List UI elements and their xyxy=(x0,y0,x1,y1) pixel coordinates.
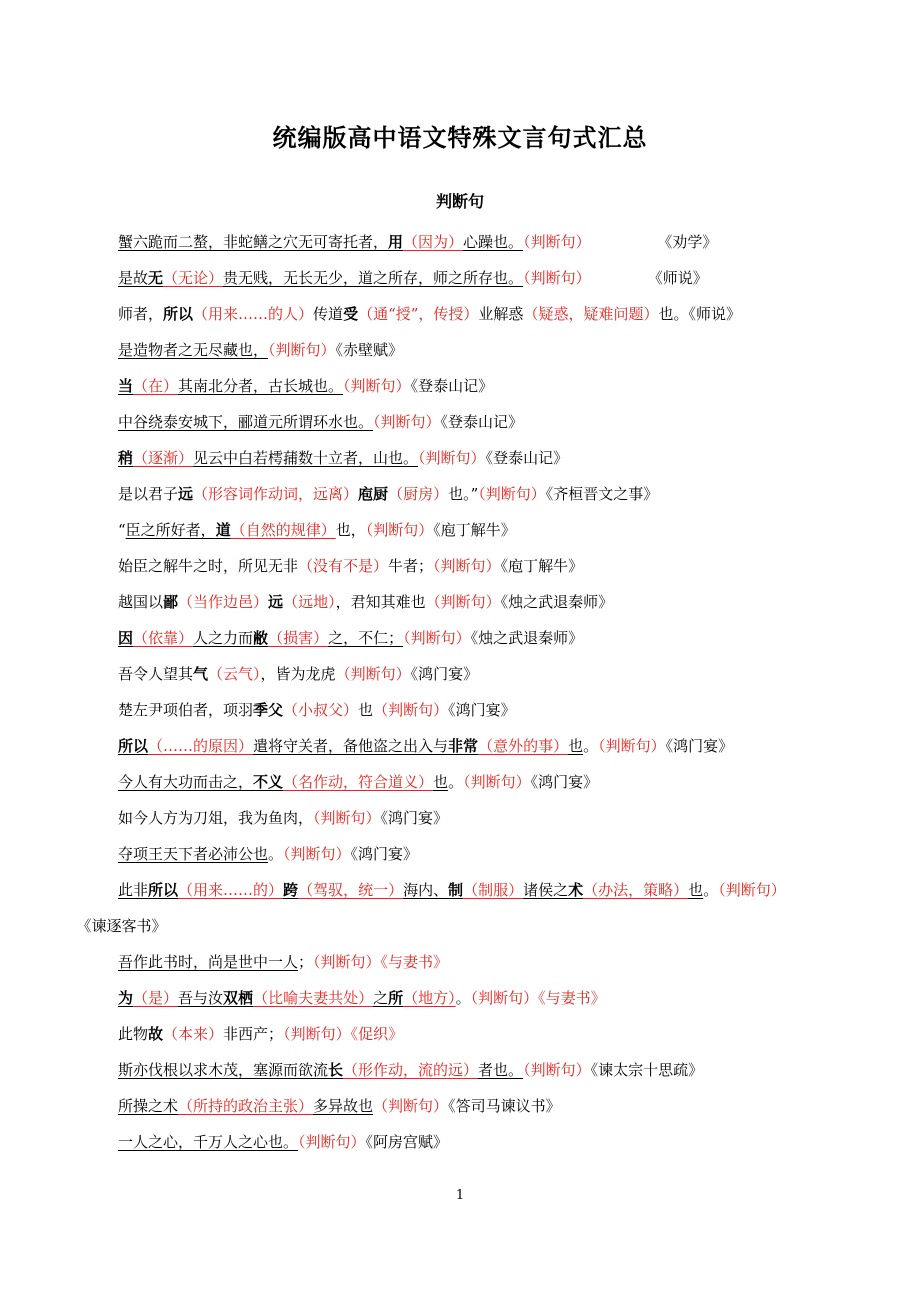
annotation: （逐渐） xyxy=(133,449,194,467)
page-number: 1 xyxy=(455,1188,465,1203)
sentence-text: 。 xyxy=(583,737,599,755)
sentence-line xyxy=(84,1052,840,1088)
sentence-text: 其南北分者，古长城也。 xyxy=(178,377,344,395)
sentence-text: 敝 xyxy=(253,629,269,647)
sentence-text: 气 xyxy=(193,665,209,683)
annotation: （判断句） xyxy=(313,809,381,827)
annotation: （判断句）《促织》 xyxy=(283,1025,404,1043)
sentence-text: 《鸿门宴》 xyxy=(530,773,599,791)
sentence-text: 见云中白若樗蒱数十立者，山也。 xyxy=(193,449,419,467)
sentence-line xyxy=(84,332,840,368)
sentence-text: 《阿房宫赋》 xyxy=(365,1133,449,1151)
annotation: （依靠） xyxy=(133,629,194,647)
sentence-text: 《登泰山记》 xyxy=(410,377,494,395)
sentence-text: 《齐桓晋文之事》 xyxy=(545,485,659,503)
annotation: （厨房） xyxy=(388,485,449,503)
sentence-text: 《烛之武退秦师》 xyxy=(470,629,584,647)
sentence-text: 之，不仁； xyxy=(328,629,404,647)
annotation: （因为） xyxy=(403,233,464,251)
annotation: （比喻夫妻共处） xyxy=(253,989,374,1007)
sentence-text: 也 xyxy=(433,773,449,791)
sentence-text: 夺项王天下者必沛公也 xyxy=(118,845,269,863)
sentence-line xyxy=(84,404,840,440)
sentence-text: 楚左尹项伯者，项羽 xyxy=(118,701,254,719)
annotation: （用来……的人） xyxy=(193,305,314,323)
sentence-text: 贵无贱，无长无少，道之所存，师之所存也。 xyxy=(223,269,524,287)
sentence-line xyxy=(84,944,840,980)
sentence-text: 。 xyxy=(448,773,464,791)
sentence-text: 也 xyxy=(358,701,374,719)
sentence-text: 所以 xyxy=(118,737,149,755)
sentence-line xyxy=(84,548,840,584)
sentence-text: 。 xyxy=(268,845,284,863)
annotation: （是） xyxy=(133,989,179,1007)
annotation: （判断句） xyxy=(523,1061,591,1079)
sentence-text: 诸侯之 xyxy=(523,881,569,899)
annotation: （判断句） xyxy=(478,485,546,503)
sentence-line xyxy=(84,296,840,332)
annotation: （判断句） xyxy=(598,737,666,755)
sentence-text: ； xyxy=(298,953,314,971)
sentence-text: 如今人方为刀俎，我为鱼肉， xyxy=(118,809,314,827)
annotation: （判断句） xyxy=(523,233,591,251)
sentence-text: 《鸿门宴》 xyxy=(350,845,419,863)
sentence-text: 《庖丁解牛》 xyxy=(500,557,584,575)
annotation: （损害） xyxy=(268,629,329,647)
sentence-line xyxy=(84,800,840,836)
annotation: （判断句） xyxy=(283,845,351,863)
sentence-text: 多异故也 xyxy=(313,1097,374,1115)
sentence-text: 越国以 xyxy=(118,593,164,611)
sentence-text: 斯亦伐根以求木茂，塞源而欲流 xyxy=(118,1061,329,1079)
sentence-text: 不义 xyxy=(253,773,284,791)
sentence-text: 《庖丁解牛》 xyxy=(433,521,516,539)
sentence-text: 遣将守关者，备他盗之出入与 xyxy=(253,737,449,755)
sentence-list xyxy=(84,224,840,1160)
sentence-text: 是造物者之无尽藏也， xyxy=(118,341,269,359)
annotation: （在） xyxy=(133,377,179,395)
annotation: （驾驭，统一） xyxy=(298,881,404,899)
sentence-text: 长 xyxy=(328,1061,344,1079)
sentence-text: 也 xyxy=(688,881,704,899)
sentence-text: 《鸿门宴》 xyxy=(665,737,734,755)
sentence-text: 之 xyxy=(373,989,389,1007)
annotation: （判断句） xyxy=(298,1133,366,1151)
annotation: （通“授”，传授） xyxy=(358,305,479,323)
sentence-text: 此物 xyxy=(118,1025,149,1043)
sentence-text: 。 xyxy=(703,881,719,899)
annotation: （判断句） xyxy=(403,629,471,647)
annotation: （制服） xyxy=(463,881,524,899)
section-heading: 判断句 xyxy=(435,192,484,211)
sentence-text: 业解惑 xyxy=(478,305,524,323)
annotation: （……的原因） xyxy=(148,737,254,755)
sentence-line xyxy=(84,980,840,1016)
annotation: （判断句） xyxy=(373,701,449,719)
annotation: （判断句） xyxy=(373,413,441,431)
sentence-text: 所以 xyxy=(163,305,194,323)
sentence-text: 。 xyxy=(455,989,471,1007)
annotation: （名作动，符合道义） xyxy=(283,773,434,791)
annotation: （远地） xyxy=(283,593,336,611)
sentence-text: 《鸿门宴》 xyxy=(380,809,449,827)
sentence-text: 吾与汝 xyxy=(178,989,224,1007)
annotation: （判断句） xyxy=(268,341,336,359)
sentence-line xyxy=(84,1016,840,1052)
sentence-text: 《鸿门宴》 xyxy=(448,701,516,719)
annotation: （判断句） xyxy=(718,881,786,899)
sentence-text: 师者， xyxy=(118,305,164,323)
sentence-text: 《赤壁赋》 xyxy=(335,341,404,359)
annotation: （判断句） xyxy=(335,665,411,683)
sentence-line xyxy=(84,368,840,404)
annotation: （无论） xyxy=(163,269,224,287)
sentence-text: 是以君子 xyxy=(118,485,179,503)
annotation: （本来） xyxy=(163,1025,224,1043)
sentence-text: 故 xyxy=(148,1025,164,1043)
sentence-text: 《师说》 xyxy=(590,269,708,287)
sentence-line xyxy=(84,1088,840,1124)
annotation: （自然的规律） xyxy=(230,521,336,539)
sentence-text: 《登泰山记》 xyxy=(440,413,524,431)
sentence-text: 中谷绕泰安城下，郦道元所谓环水也。 xyxy=(118,413,374,431)
sentence-line xyxy=(84,872,840,944)
sentence-text: 季父 xyxy=(253,701,284,719)
sentence-text: 制 xyxy=(448,881,464,899)
sentence-text: 跨 xyxy=(283,881,299,899)
sentence-text: ，君知其难也 xyxy=(335,593,426,611)
sentence-text: 所 xyxy=(388,989,404,1007)
annotation: （没有不是） xyxy=(298,557,389,575)
annotation: （小叔父） xyxy=(283,701,359,719)
sentence-text: 心躁也。 xyxy=(463,233,524,251)
sentence-line xyxy=(84,260,840,296)
annotation: （判断句） xyxy=(365,521,434,539)
annotation: （形容词作动词，远离） xyxy=(193,485,359,503)
annotation: （判断句） xyxy=(425,593,501,611)
sentence-text: 也。” xyxy=(448,485,479,503)
annotation: （判断句） xyxy=(433,557,501,575)
sentence-text: 无 xyxy=(148,269,164,287)
annotation: （判断句） xyxy=(343,377,411,395)
sentence-text: 今人有大功而击之， xyxy=(118,773,254,791)
sentence-text: 因 xyxy=(118,629,134,647)
annotation: （判断句）《与妻书》 xyxy=(470,989,606,1007)
sentence-line xyxy=(84,224,840,260)
annotation: （用来……的） xyxy=(178,881,284,899)
sentence-text: 始臣之解牛之时，所见无非 xyxy=(118,557,299,575)
sentence-text: 所操之术 xyxy=(118,1097,179,1115)
annotation: （形作动，流的远） xyxy=(343,1061,479,1079)
sentence-text: 术 xyxy=(568,881,584,899)
sentence-text: 受 xyxy=(343,305,359,323)
sentence-line xyxy=(84,584,840,620)
sentence-line xyxy=(84,440,840,476)
sentence-text: 《烛之武退秦师》 xyxy=(500,593,614,611)
sentence-line xyxy=(84,764,840,800)
sentence-text: 此非 xyxy=(118,881,149,899)
sentence-text: 鄙 xyxy=(163,593,179,611)
annotation: （判断句）《与妻书》 xyxy=(313,953,449,971)
sentence-line xyxy=(84,1124,840,1160)
sentence-text: 《谏太宗十思疏》 xyxy=(590,1061,704,1079)
sentence-text: 双栖 xyxy=(223,989,254,1007)
annotation: （判断句） xyxy=(523,269,591,287)
sentence-text: 也 xyxy=(568,737,584,755)
sentence-text: 所以 xyxy=(148,881,179,899)
sentence-line xyxy=(84,476,840,512)
sentence-text: 道 xyxy=(215,521,231,539)
sentence-line xyxy=(84,692,840,728)
annotation: （疑惑，疑难问题） xyxy=(523,305,659,323)
sentence-text: 《登泰山记》 xyxy=(485,449,569,467)
sentence-text: 稍 xyxy=(118,449,134,467)
sentence-line xyxy=(84,512,840,548)
sentence-text: 一人之心，千万人之心也。 xyxy=(118,1133,299,1151)
sentence-line xyxy=(84,656,840,692)
sentence-line xyxy=(84,728,840,764)
sentence-text: 《谏逐客书》 xyxy=(84,917,167,935)
sentence-text: 庖厨 xyxy=(358,485,389,503)
sentence-text: 吾作此书时，尚是世中一人 xyxy=(118,953,299,971)
annotation: （判断句） xyxy=(463,773,531,791)
annotation: （云气） xyxy=(208,665,261,683)
sentence-text: 传道 xyxy=(313,305,344,323)
sentence-text: 是故 xyxy=(118,269,149,287)
annotation: （判断句） xyxy=(418,449,486,467)
sentence-text: 臣之所好者， xyxy=(125,521,216,539)
sentence-text: 《鸿门宴》 xyxy=(410,665,479,683)
sentence-text: ，皆为龙虎 xyxy=(260,665,336,683)
sentence-text: 海内、 xyxy=(403,881,449,899)
sentence-text: “ xyxy=(118,521,126,539)
document-title: 统编版高中语文特殊文言句式汇总 xyxy=(272,124,648,152)
annotation: （办法，策略） xyxy=(583,881,689,899)
annotation: （判断句） xyxy=(373,1097,449,1115)
sentence-text: 者也。 xyxy=(478,1061,524,1079)
annotation: （所持的政治主张） xyxy=(178,1097,314,1115)
sentence-text: 也。《师说》 xyxy=(658,305,741,323)
sentence-text: 也， xyxy=(335,521,366,539)
annotation: （当作边邑） xyxy=(178,593,269,611)
sentence-text: 当 xyxy=(118,377,134,395)
sentence-text: 非西产； xyxy=(223,1025,284,1043)
annotation: （地方） xyxy=(403,989,456,1007)
sentence-text: 牛者； xyxy=(388,557,434,575)
sentence-line xyxy=(84,836,840,872)
sentence-text: 非常 xyxy=(448,737,479,755)
sentence-text: 《劝学》 xyxy=(590,233,718,251)
sentence-text: 为 xyxy=(118,989,134,1007)
sentence-text: 蟹六跪而二螯，非蛇鳝之穴无可寄托者， xyxy=(118,233,389,251)
sentence-text: 吾令人望其 xyxy=(118,665,194,683)
sentence-text: 人之力而 xyxy=(193,629,254,647)
sentence-line xyxy=(84,620,840,656)
sentence-text: 远 xyxy=(178,485,194,503)
sentence-text: 远 xyxy=(268,593,284,611)
sentence-text: 用 xyxy=(388,233,404,251)
annotation: （意外的事） xyxy=(478,737,569,755)
sentence-text: 《答司马谏议书》 xyxy=(448,1097,561,1115)
